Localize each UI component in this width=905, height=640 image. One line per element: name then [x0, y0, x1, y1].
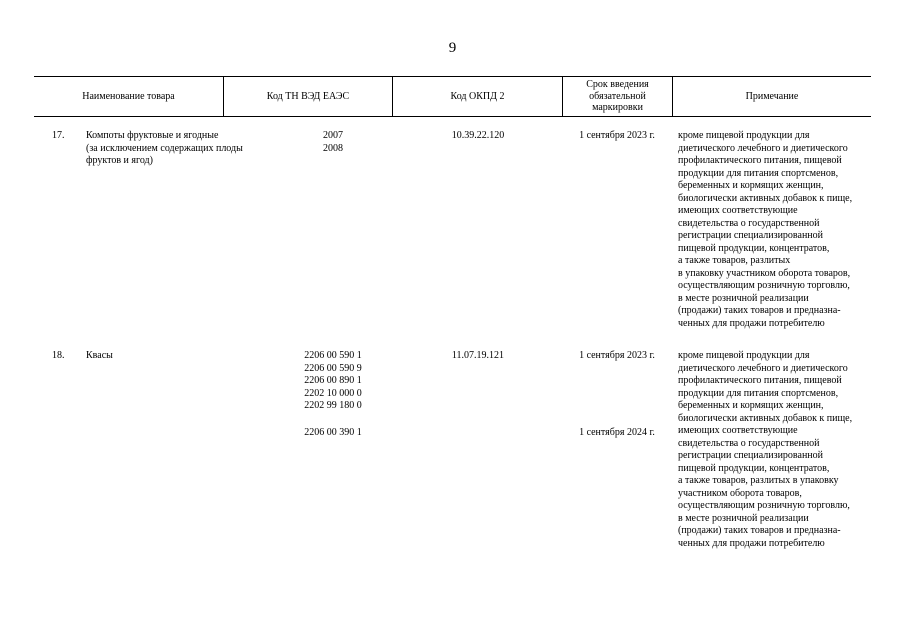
- tnved-code: 2202 99 180 0: [304, 400, 362, 411]
- note-line: биологически активных добавок к пище,: [678, 412, 853, 424]
- header-name: Наименование товара: [82, 90, 175, 102]
- product-name: [86, 130, 266, 168]
- note-line: свидетельства о государственной: [678, 437, 820, 449]
- note-line: диетического лечебного и диетического: [678, 142, 848, 154]
- deadline-date: 1 сентября 2023 г.: [579, 130, 655, 141]
- note-line: профилактического питания, пищевой: [678, 155, 842, 166]
- tnved-code: 2007: [323, 130, 343, 141]
- deadline-date: 1 сентября 2023 г.: [579, 350, 655, 361]
- tnved-code: 2008: [323, 142, 343, 154]
- note-line: регистрации специализированной: [678, 450, 823, 461]
- note-line: имеющих соответствующие: [678, 425, 798, 436]
- note-line: пищевой продукции, концентратов,: [678, 242, 830, 254]
- note-line: ченных для продажи потребителю: [678, 537, 825, 549]
- note-line: ченных для продажи потребителю: [678, 317, 825, 329]
- note-line: продукции для питания спортсменов,: [678, 387, 839, 399]
- note-line: в месте розничной реализации: [678, 292, 809, 304]
- note-text: [678, 130, 873, 330]
- note-line: кроме пищевой продукции для: [678, 130, 810, 141]
- note-line: осуществляющим розничную торговлю,: [678, 280, 850, 291]
- note-line: регистрации специализированной: [678, 230, 823, 241]
- note-line: в месте розничной реализации: [678, 512, 809, 524]
- tnved-codes: [293, 350, 373, 413]
- tnved-codes: [293, 427, 373, 440]
- note-line: (продажи) таких товаров и предназна-: [678, 525, 841, 536]
- header-tnved: Код ТН ВЭД ЕАЭС: [266, 90, 350, 102]
- product-name-line: Компоты фруктовые и ягодные: [86, 130, 219, 141]
- note-line: диетического лечебного и диетического: [678, 362, 848, 374]
- deadline-date: 1 сентября 2024 г.: [579, 427, 655, 438]
- note-line: имеющих соответствующие: [678, 205, 798, 216]
- product-name: [86, 350, 266, 363]
- note-line: в упаковку участником оборота товаров,: [678, 267, 851, 279]
- okpd-code: 11.07.19.121: [451, 350, 505, 361]
- tnved-code: 2206 00 390 1: [304, 427, 362, 438]
- okpd-code: 10.39.22.120: [451, 130, 505, 141]
- tnved-code: 2206 00 590 9: [304, 362, 362, 374]
- product-name-line: (за исключением содержащих плоды: [86, 142, 243, 154]
- note-line: а также товаров, разлитых: [678, 255, 791, 266]
- note-line: продукции для питания спортсменов,: [678, 167, 839, 179]
- note-line: кроме пищевой продукции для: [678, 350, 810, 361]
- row-number: 18.: [52, 350, 65, 361]
- note-line: беременных и кормящих женщин,: [678, 400, 824, 411]
- note-line: участником оборота товаров,: [678, 487, 802, 499]
- tnved-code: 2206 00 890 1: [304, 375, 362, 386]
- product-name-line: фруктов и ягод): [86, 155, 153, 166]
- header-okpd: Код ОКПД 2: [450, 90, 505, 102]
- header-note: Примечание: [745, 90, 799, 102]
- note-line: свидетельства о государственной: [678, 217, 820, 229]
- note-line: (продажи) таких товаров и предназна-: [678, 305, 841, 316]
- product-name-line: Квасы: [86, 350, 113, 361]
- note-line: профилактического питания, пищевой: [678, 375, 842, 386]
- page-number: 9: [448, 40, 457, 56]
- note-line: биологически активных добавок к пище,: [678, 192, 853, 204]
- header-deadline: Срок введения обязательной маркировки: [586, 79, 649, 114]
- tnved-code: 2202 10 000 0: [304, 387, 362, 399]
- tnved-codes: [293, 130, 373, 155]
- row-number: 17.: [52, 130, 65, 141]
- note-line: беременных и кормящих женщин,: [678, 180, 824, 191]
- note-text: [678, 350, 873, 550]
- tnved-code: 2206 00 590 1: [304, 350, 362, 361]
- note-line: пищевой продукции, концентратов,: [678, 462, 830, 474]
- note-line: осуществляющим розничную торговлю,: [678, 500, 850, 511]
- note-line: а также товаров, разлитых в упаковку: [678, 475, 839, 486]
